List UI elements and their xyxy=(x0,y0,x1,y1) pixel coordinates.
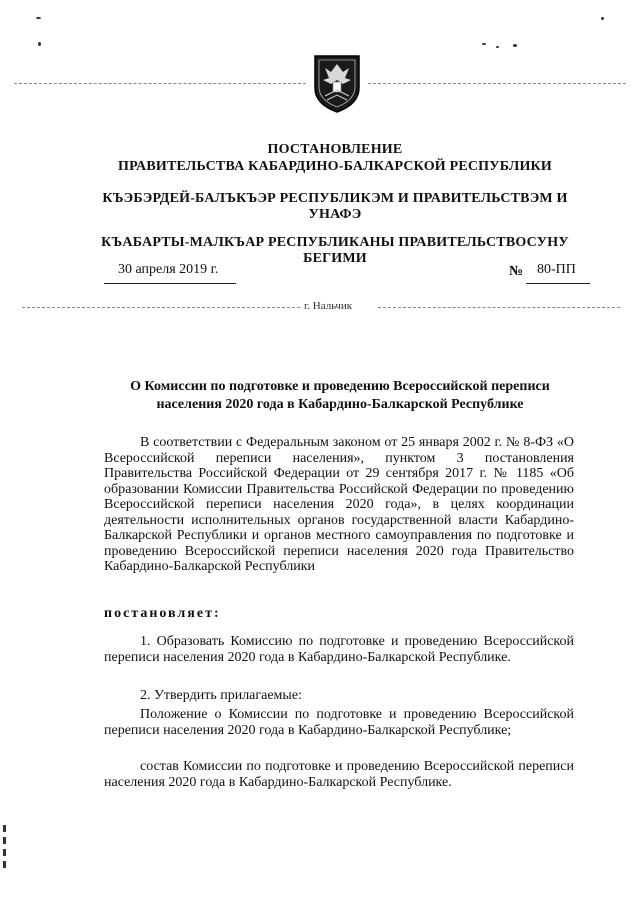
header-rule-left xyxy=(14,83,306,84)
item-2a-paragraph: Положение о Комиссии по подготовке и проведению Всероссийской переписи населения 2020 года в Кабардино-Балкарской Республике; xyxy=(104,707,574,738)
city-rule-right xyxy=(378,307,620,308)
number-underline xyxy=(526,283,590,284)
scan-speck xyxy=(482,43,486,45)
date-underline xyxy=(104,283,236,284)
item-1-paragraph: 1. Образовать Комиссию по подготовке и проведению Всероссийской переписи населения 2020 года в Кабардино-Балкарской Республике. xyxy=(104,634,574,665)
item-2-paragraph: 2. Утвердить прилагаемые: xyxy=(140,688,302,703)
resolves-word xyxy=(104,606,574,622)
document-date: 30 апреля 2019 г. xyxy=(118,262,219,277)
binding-mark xyxy=(3,849,6,856)
scan-speck xyxy=(513,44,517,47)
balkar-heading-line2: БЕГИМИ xyxy=(303,251,367,266)
binding-marks xyxy=(3,825,9,873)
number-sign: № xyxy=(509,264,524,279)
scan-speck xyxy=(601,17,604,20)
binding-mark xyxy=(3,825,6,832)
scan-speck xyxy=(496,46,499,48)
header-rule-right xyxy=(368,83,626,84)
document-title-line2: населения 2020 года в Кабардино-Балкарской Республике xyxy=(156,397,524,412)
item-2b-paragraph: состав Комиссии по подготовке и проведению Всероссийской переписи населения 2020 года в Кабардино-Балкарской Республике. xyxy=(104,759,574,790)
government-ru-heading: ПРАВИТЕЛЬСТВА КАБАРДИНО-БАЛКАРСКОЙ РЕСПУБЛИКИ xyxy=(117,159,553,174)
document-type-heading: ПОСТАНОВЛЕНИЕ xyxy=(267,142,403,157)
document-title-line1: О Комиссии по подготовке и проведению Всероссийской переписи xyxy=(130,379,550,394)
city-name: г. Нальчик xyxy=(304,300,353,312)
binding-mark xyxy=(3,861,6,868)
scan-speck xyxy=(36,17,41,19)
document-title xyxy=(90,378,590,414)
city-rule-left xyxy=(22,307,300,308)
binding-mark xyxy=(3,837,6,844)
coat-of-arms-emblem xyxy=(311,52,363,114)
resolves-label: постановляет: xyxy=(104,606,221,621)
kabardian-heading-line2: УНАФЭ xyxy=(308,207,362,222)
scan-speck xyxy=(38,42,41,46)
document-number: 80-ПП xyxy=(537,262,576,277)
preamble-paragraph: В соответствии с Федеральным законом от 25 января 2002 г. № 8-ФЗ «О Всероссийской переписи населения», пунктом 3 постановления Правительства Российской Федерации от 29 сентября 2017 г. № 1185 «Об образовании Комиссии Правительства Российской Федерации по проведению Всероссийской переписи населения 2020 года», в целях координации деятельности исполнительных органов государственной власти Кабардино-Балкарской Республики и органов местного самоуправления по подготовке и проведению Всероссийской переписи населения 2020 года Правительство Кабардино-Балкарской Республики xyxy=(104,435,574,574)
kabardian-heading-line1: КЪЭБЭРДЕЙ-БАЛЪКЪЭР РЕСПУБЛИКЭМ И ПРАВИТЕЛЬСТВЭМ И xyxy=(102,191,568,206)
balkar-heading-line1: КЪАБАРТЫ-МАЛКЪАР РЕСПУБЛИКАНЫ ПРАВИТЕЛЬСТВОСУНУ xyxy=(101,235,569,250)
